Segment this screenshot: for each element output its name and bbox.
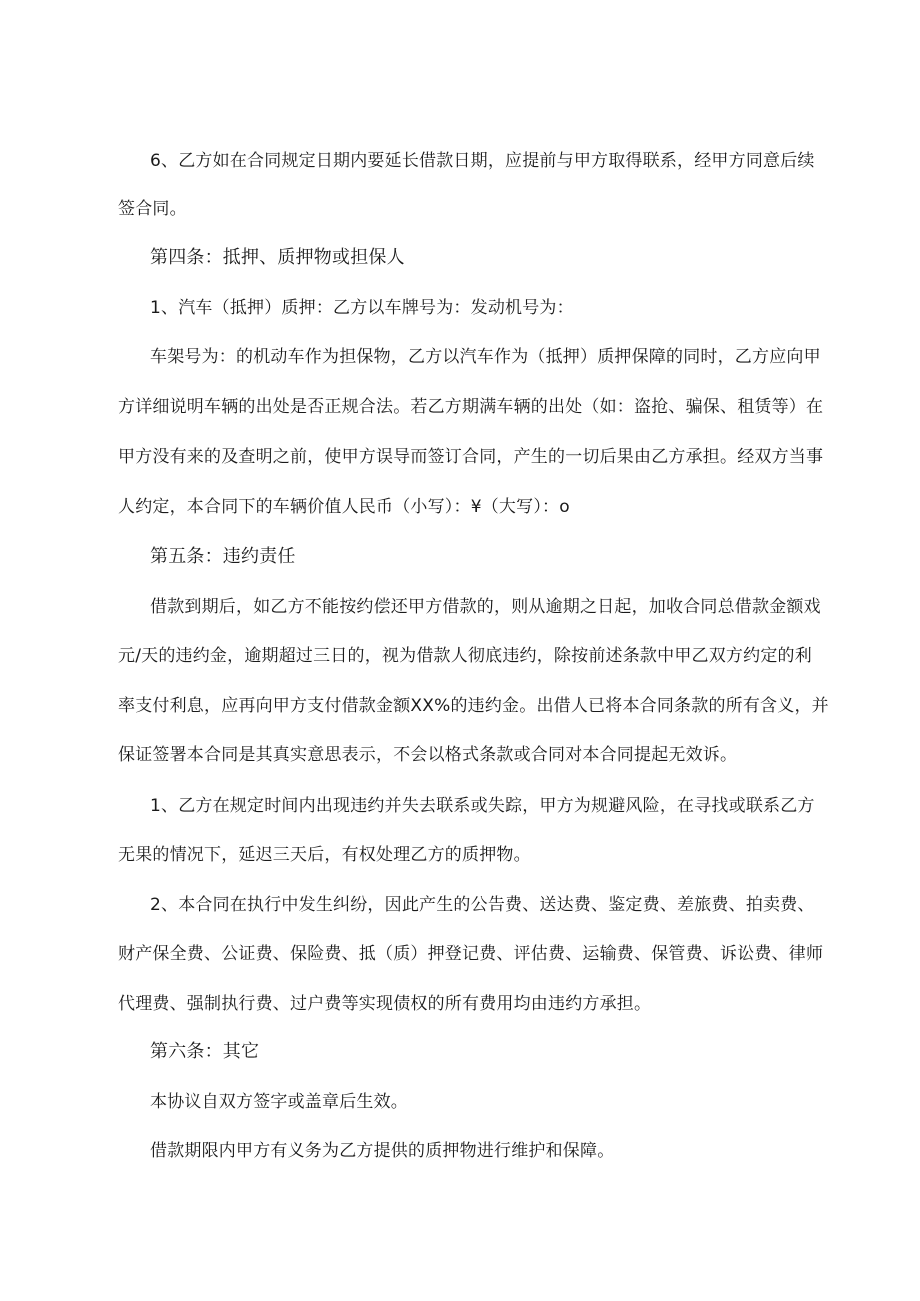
text-line: 6、乙方如在合同规定日期内要延长借款日期，应提前与甲方取得联系，经甲方同意后续	[150, 151, 815, 171]
text-line: 财产保全费、公证费、保险费、抵（质）押登记费、评估费、运输费、保管费、诉讼费、律师	[118, 944, 824, 964]
text-line: 人约定，本合同下的车辆价值人民币（小写）：¥（大写）：o	[118, 497, 570, 517]
text-line: 车架号为：的机动车作为担保物，乙方以汽车作为（抵押）质押保障的同时，乙方应向甲	[150, 347, 821, 367]
text-line: 甲方没有来的及查明之前，使甲方误导而签订合同，产生的一切后果由乙方承担。经双方当事	[118, 447, 824, 467]
text-line: 2、本合同在执行中发生纠纷，因此产生的公告费、送达费、鉴定费、差旅费、拍卖费、	[150, 895, 815, 915]
text-line: 1、汽车（抵押）质押：乙方以车牌号为：发动机号为：	[150, 298, 574, 318]
text-line: 无果的情况下，延迟三天后，有权处理乙方的质押物。	[118, 845, 531, 865]
section-heading: 第四条：抵押、质押物或担保人	[150, 247, 405, 268]
text-line: 元/天的违约金，逾期超过三日的，视为借款人彻底违约，除按前述条款中甲乙双方约定的利	[118, 646, 812, 666]
text-line: 率支付利息，应再向甲方支付借款金额XX%的违约金。出借人已将本合同条款的所有含义，并	[118, 696, 829, 716]
section-heading: 第六条：其它	[150, 1041, 260, 1062]
section-heading: 第五条：违约责任	[150, 546, 296, 567]
text-line: 借款期限内甲方有义务为乙方提供的质押物进行维护和保障。	[150, 1141, 615, 1161]
text-line: 1、乙方在规定时间内出现违约并失去联系或失踪，甲方为规避风险，在寻找或联系乙方	[150, 796, 815, 816]
text-line: 方详细说明车辆的出处是否正规合法。若乙方期满车辆的出处（如：盗抢、骗保、租赁等）在	[118, 397, 824, 417]
text-line: 借款到期后，如乙方不能按约偿还甲方借款的，则从逾期之日起，加收合同总借款金额戏	[150, 597, 821, 617]
text-line: 签合同。	[118, 199, 187, 219]
text-line: 保证签署本合同是其真实意思表示，不会以格式条款或合同对本合同提起无效诉。	[118, 745, 738, 765]
text-line: 本协议自双方签字或盖章后生效。	[150, 1092, 408, 1112]
text-line: 代理费、强制执行费、过户费等实现债权的所有费用均由违约方承担。	[118, 994, 652, 1014]
